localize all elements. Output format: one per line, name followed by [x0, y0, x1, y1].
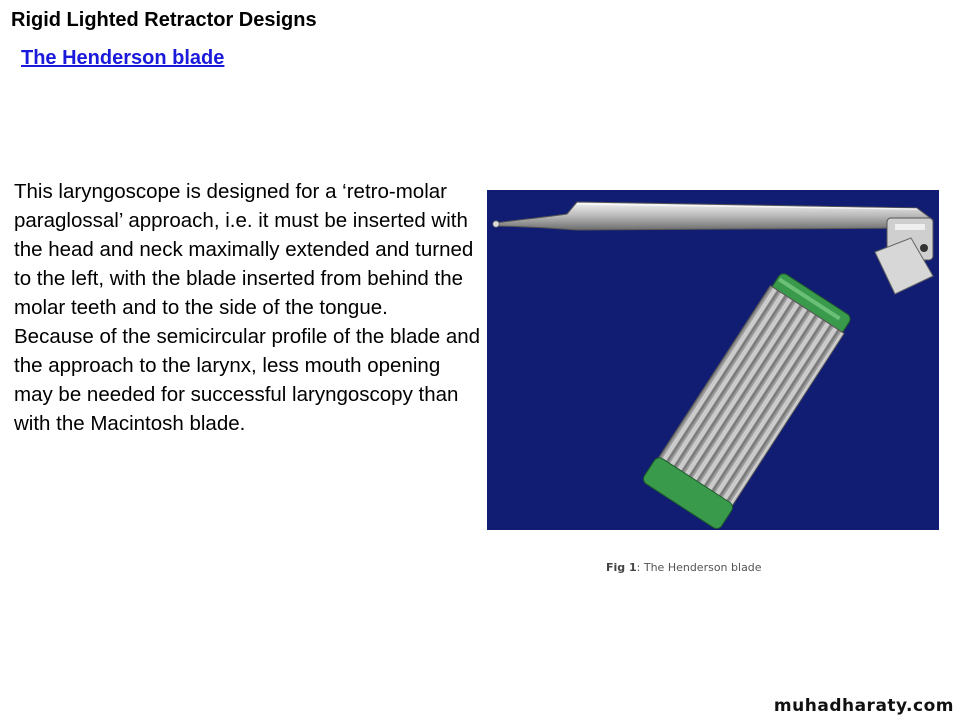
slide-title: Rigid Lighted Retractor Designs — [11, 9, 317, 31]
handle — [641, 269, 855, 530]
laryngoscope-photo — [487, 190, 939, 530]
paragraph-1: This laryngoscope is designed for a ‘retro-molar paraglossal’ approach, i.e. it must be inserted with the head and neck maximally extended and turned to the left, with the blade inserted from behind the molar teeth and to the side of the tongue. — [14, 180, 474, 319]
hinge-head — [875, 218, 933, 294]
watermark: muhadharaty.com — [773, 696, 954, 716]
caption-label: Fig 1 — [606, 561, 637, 574]
caption-text: : The Henderson blade — [636, 561, 762, 574]
subtitle-link[interactable]: The Henderson blade — [21, 47, 225, 69]
paragraph-2: Because of the semicircular profile of the blade and the approach to the larynx, less mouth opening may be needed for successful laryngoscopy than with the Macintosh blade. — [14, 325, 481, 435]
laryngoscope-illustration — [487, 190, 939, 530]
blade — [493, 202, 933, 230]
body-text — [14, 177, 484, 438]
figure-caption — [606, 561, 762, 574]
